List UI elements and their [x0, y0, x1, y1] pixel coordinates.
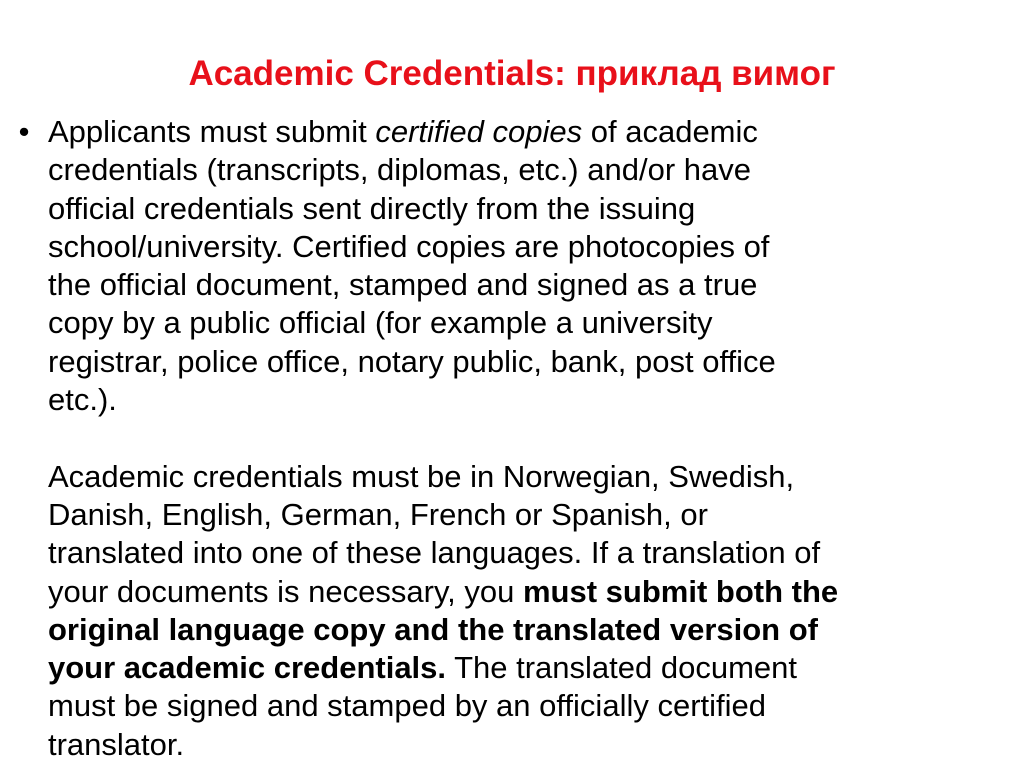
paragraph-1-line-4: school/university. Certified copies are photocopies of	[48, 228, 770, 264]
paragraph-2-line-5: original language copy and the translated version of	[48, 611, 818, 647]
paragraph-2-line-2: Danish, English, German, French or Spanish, or	[48, 496, 708, 532]
paragraph-2-line-1: Academic credentials must be in Norwegian, Swedish,	[48, 458, 795, 494]
paragraph-1-line-6: copy by a public official (for example a university	[48, 305, 713, 341]
paragraph-1-line-7: registrar, police office, notary public, bank, post office	[48, 343, 776, 379]
text-run: your documents is necessary, you	[48, 573, 523, 609]
emphasis-text: certified copies	[375, 114, 583, 149]
paragraph-2-line-6	[48, 649, 1008, 687]
paragraph-1-line-3: official credentials sent directly from the issuing	[48, 190, 696, 226]
text-run: of academic	[582, 114, 758, 149]
paragraph-2-line-3: translated into one of these languages. If a translation of	[48, 535, 821, 571]
paragraph-1-line-8: etc.).	[48, 382, 117, 418]
bullet-marker: •	[18, 114, 30, 149]
paragraph-1-line-2: credentials (transcripts, diplomas, etc.) and/or have	[48, 152, 751, 188]
paragraph-2-line-8: translator.	[48, 726, 185, 762]
paragraph-2-line-4	[48, 573, 1008, 611]
bullet-text	[48, 113, 1008, 764]
paragraph-2-line-7: must be signed and stamped by an officially certified	[48, 688, 766, 724]
bold-text: must submit both the	[522, 573, 839, 609]
text-run: The translated document	[446, 650, 798, 686]
text-run: Applicants must submit	[48, 114, 376, 149]
paragraph-1-line-1	[48, 113, 1008, 151]
paragraph-gap	[48, 419, 1008, 457]
paragraph-1-line-5: the official document, stamped and signed as a true	[48, 267, 758, 303]
bold-text: your academic credentials.	[48, 650, 447, 686]
slide-title: Academic Credentials: приклад вимог	[188, 54, 836, 93]
